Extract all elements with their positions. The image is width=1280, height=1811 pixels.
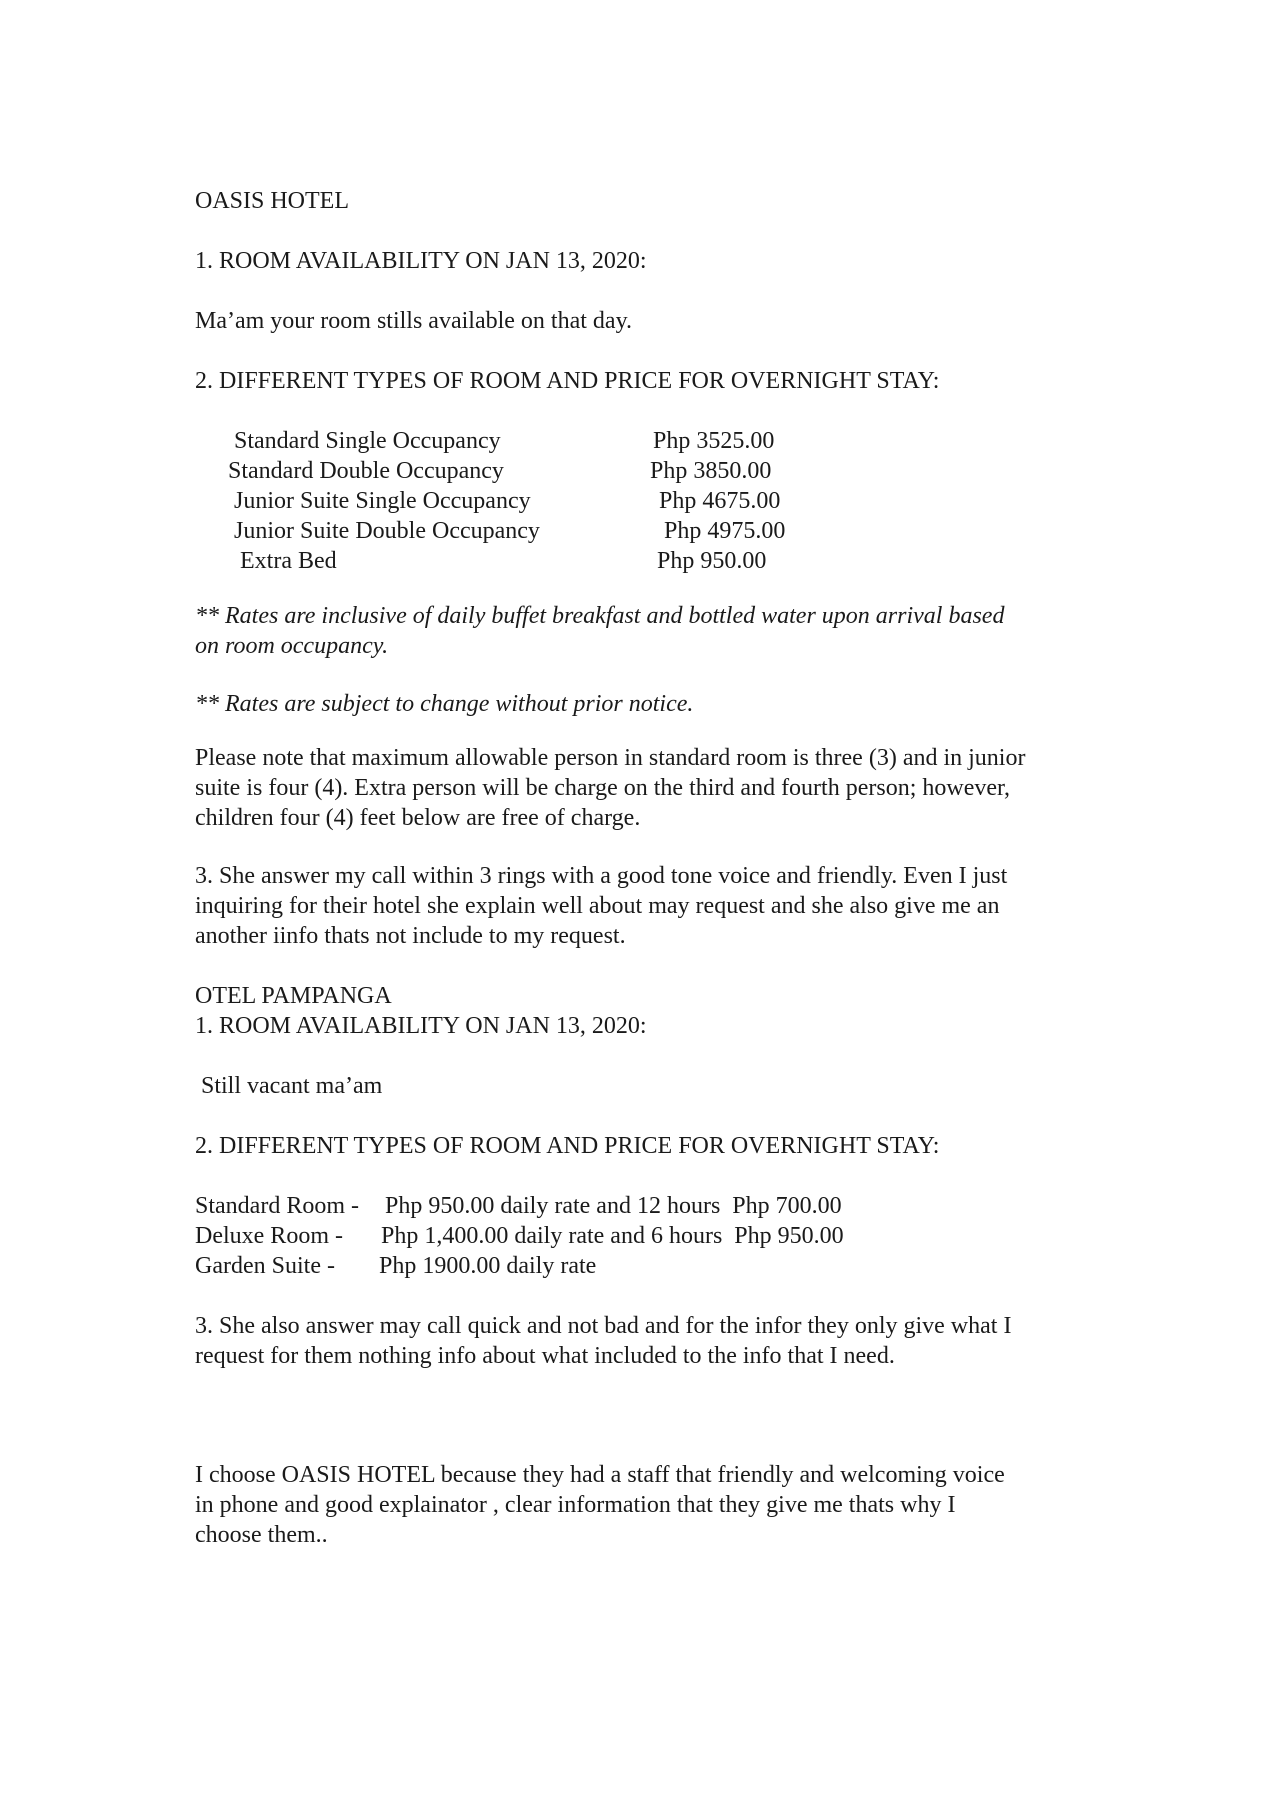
pampanga-question-3: request for them nothing info about what included to the info that I need. [195, 1343, 895, 1369]
oasis-question-2: 2. DIFFERENT TYPES OF ROOM AND PRICE FOR OVERNIGHT STAY: [195, 368, 940, 394]
pampanga-question-1: 1. ROOM AVAILABILITY ON JAN 13, 2020: [195, 1013, 647, 1039]
room-rate: Php 1,400.00 daily rate and 6 hours Php 950.00 [381, 1223, 844, 1249]
conclusion-paragraph: I choose OASIS HOTEL because they had a staff that friendly and welcoming voice [195, 1462, 1005, 1488]
rate-price: Php 4975.00 [664, 518, 786, 544]
rate-name: Standard Double Occupancy [228, 458, 504, 484]
conclusion-paragraph: choose them.. [195, 1522, 328, 1548]
oasis-question-3: another iinfo thats not include to my request. [195, 923, 626, 949]
oasis-rate-note-1-cont: on room occupancy. [195, 633, 389, 659]
pampanga-answer-1: Still vacant ma’am [195, 1073, 383, 1099]
room-name: Garden Suite - [195, 1253, 335, 1279]
oasis-question-3: inquiring for their hotel she explain well about may request and she also give me an [195, 893, 1000, 919]
rate-name: Junior Suite Single Occupancy [234, 488, 531, 514]
pampanga-question-2: 2. DIFFERENT TYPES OF ROOM AND PRICE FOR OVERNIGHT STAY: [195, 1133, 940, 1159]
room-rate: Php 950.00 daily rate and 12 hours Php 700.00 [385, 1193, 842, 1219]
rate-name: Standard Single Occupancy [234, 428, 501, 454]
oasis-question-3: 3. She answer my call within 3 rings with a good tone voice and friendly. Even I just [195, 863, 1008, 889]
oasis-title: OASIS HOTEL [195, 188, 349, 214]
conclusion-paragraph: in phone and good explainator , clear information that they give me thats why I [195, 1492, 956, 1518]
rate-price: Php 950.00 [657, 548, 767, 574]
oasis-rate-note-1: ** Rates are inclusive of daily buffet breakfast and bottled water upon arrival based [195, 603, 1005, 629]
room-rate: Php 1900.00 daily rate [379, 1253, 597, 1279]
rate-price: Php 3525.00 [653, 428, 775, 454]
oasis-policy-paragraph: children four (4) feet below are free of charge. [195, 805, 641, 831]
oasis-policy-paragraph: Please note that maximum allowable person in standard room is three (3) and in junior [195, 745, 1026, 771]
pampanga-question-3: 3. She also answer may call quick and not bad and for the infor they only give what I [195, 1313, 1012, 1339]
rate-name: Extra Bed [240, 548, 337, 574]
pampanga-title: OTEL PAMPANGA [195, 983, 392, 1009]
rate-price: Php 4675.00 [659, 488, 781, 514]
oasis-answer-1: Ma’am your room stills available on that day. [195, 308, 633, 334]
rate-price: Php 3850.00 [650, 458, 772, 484]
oasis-policy-paragraph: suite is four (4). Extra person will be charge on the third and fourth person; however, [195, 775, 1011, 801]
room-name: Deluxe Room - [195, 1223, 343, 1249]
oasis-question-1: 1. ROOM AVAILABILITY ON JAN 13, 2020: [195, 248, 647, 274]
oasis-rate-note-2: ** Rates are subject to change without prior notice. [195, 691, 694, 717]
room-name: Standard Room - [195, 1193, 359, 1219]
rate-name: Junior Suite Double Occupancy [234, 518, 540, 544]
